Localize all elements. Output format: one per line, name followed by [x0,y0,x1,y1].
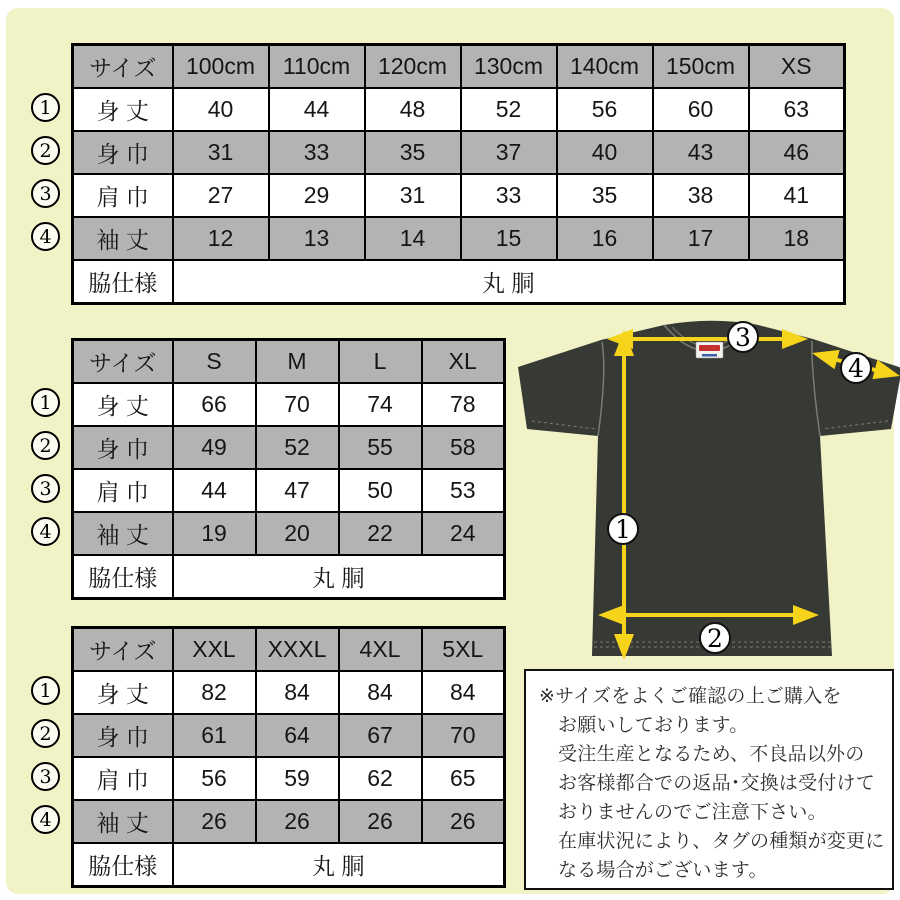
size-cell: 14 [365,217,461,260]
column-header: XXXL [256,628,339,672]
size-cell: 82 [173,671,256,714]
size-cell: 26 [173,800,256,843]
row-label: 肩 巾 [73,469,173,512]
size-cell: 27 [173,174,269,217]
size-cell: 62 [339,757,422,800]
column-header: 100cm [173,45,269,89]
size-cell: 61 [173,714,256,757]
size-cell: 84 [422,671,505,714]
tshirt-measurement-diagram [506,316,900,668]
size-cell: 33 [269,131,365,174]
size-cell: 52 [256,426,339,469]
size-cell: 84 [339,671,422,714]
notice-line: お客様都合での返品･交換は受付けて [558,773,875,794]
column-header: 150cm [653,45,749,89]
side-spec-value: 丸 胴 [173,843,505,887]
size-cell: 35 [365,131,461,174]
column-header: 5XL [422,628,505,672]
size-cell: 13 [269,217,365,260]
side-spec-value: 丸 胴 [173,260,845,304]
notice-line: ※サイズをよくご確認の上ご購入を [539,686,842,707]
size-cell: 19 [173,512,256,555]
row-label: 身 丈 [73,88,173,131]
notice-line: なる場合がございます。 [558,860,768,881]
svg-text:3: 3 [735,323,751,352]
size-cell: 16 [557,217,653,260]
circled-number-4: 4 [31,805,60,834]
size-cell: 65 [422,757,505,800]
size-cell: 35 [557,174,653,217]
size-table-big [39,626,506,888]
size-cell: 74 [339,383,422,426]
size-cell: 47 [256,469,339,512]
tshirt-diagram-svg [506,316,900,668]
row-label: 身 巾 [73,426,173,469]
size-table-adult [39,338,506,600]
size-cell: 53 [422,469,505,512]
column-header: 140cm [557,45,653,89]
size-cell: 18 [749,217,845,260]
size-cell: 58 [422,426,505,469]
circled-number-4: 4 [31,222,60,251]
size-cell: 12 [173,217,269,260]
size-cell: 24 [422,512,505,555]
size-cell: 84 [256,671,339,714]
size-cell: 70 [422,714,505,757]
size-header-cell: サイズ [73,45,173,89]
side-spec-label: 脇仕様 [73,843,173,887]
size-cell: 22 [339,512,422,555]
size-cell: 26 [339,800,422,843]
row-label: 身 丈 [73,383,173,426]
column-header: XL [422,340,505,384]
size-cell: 48 [365,88,461,131]
circled-number-3: 3 [31,179,60,208]
size-chart-background [6,8,894,894]
brand-tag [696,342,723,358]
column-header: XXL [173,628,256,672]
row-label: 身 巾 [73,131,173,174]
size-cell: 67 [339,714,422,757]
size-cell: 49 [173,426,256,469]
size-cell: 17 [653,217,749,260]
size-cell: 31 [173,131,269,174]
row-label: 袖 丈 [73,512,173,555]
size-cell: 64 [256,714,339,757]
size-cell: 44 [269,88,365,131]
circled-number-2: 2 [31,431,60,460]
size-cell: 52 [461,88,557,131]
column-header: 110cm [269,45,365,89]
size-cell: 46 [749,131,845,174]
size-cell: 29 [269,174,365,217]
size-table [71,626,506,888]
side-spec-label: 脇仕様 [73,260,173,304]
diagram-marker-1 [608,514,638,544]
row-label: 袖 丈 [73,217,173,260]
size-cell: 20 [256,512,339,555]
size-cell: 40 [557,131,653,174]
row-label: 肩 巾 [73,174,173,217]
size-cell: 56 [173,757,256,800]
diagram-marker-3 [728,322,758,352]
size-table [71,43,846,305]
size-cell: 44 [173,469,256,512]
side-spec-value: 丸 胴 [173,555,505,599]
size-cell: 41 [749,174,845,217]
column-header: 120cm [365,45,461,89]
diagram-marker-4 [841,353,871,383]
circled-number-4: 4 [31,517,60,546]
svg-text:2: 2 [707,624,723,653]
circled-number-3: 3 [31,762,60,791]
size-header-cell: サイズ [73,340,173,384]
row-label: 袖 丈 [73,800,173,843]
size-cell: 55 [339,426,422,469]
circled-number-1: 1 [31,93,60,122]
circled-number-2: 2 [31,719,60,748]
column-header: 130cm [461,45,557,89]
size-cell: 26 [256,800,339,843]
circled-number-1: 1 [31,676,60,705]
row-label: 肩 巾 [73,757,173,800]
notice-box [524,669,894,890]
size-cell: 66 [173,383,256,426]
size-cell: 40 [173,88,269,131]
size-cell: 15 [461,217,557,260]
column-header: XS [749,45,845,89]
circled-number-3: 3 [31,474,60,503]
row-label: 身 巾 [73,714,173,757]
size-cell: 63 [749,88,845,131]
circled-number-2: 2 [31,136,60,165]
size-cell: 70 [256,383,339,426]
size-cell: 31 [365,174,461,217]
side-spec-label: 脇仕様 [73,555,173,599]
size-header-cell: サイズ [73,628,173,672]
size-cell: 33 [461,174,557,217]
circled-number-1: 1 [31,388,60,417]
size-cell: 26 [422,800,505,843]
column-header: L [339,340,422,384]
size-table [71,338,506,600]
size-cell: 56 [557,88,653,131]
notice-line: 在庫状況により、タグの種類が変更に [558,831,885,852]
size-cell: 50 [339,469,422,512]
size-cell: 38 [653,174,749,217]
column-header: M [256,340,339,384]
svg-text:1: 1 [615,515,631,544]
column-header: 4XL [339,628,422,672]
size-table-kids [39,43,846,305]
column-header: S [173,340,256,384]
size-cell: 59 [256,757,339,800]
diagram-marker-2 [700,623,730,653]
size-cell: 43 [653,131,749,174]
svg-text:4: 4 [848,354,864,383]
notice-line: 受注生産となるため、不良品以外の [558,744,865,765]
notice-line: おりませんのでご注意下さい。 [558,802,827,823]
size-cell: 60 [653,88,749,131]
notice-line: お願いしております。 [558,715,749,736]
row-label: 身 丈 [73,671,173,714]
size-cell: 78 [422,383,505,426]
size-cell: 37 [461,131,557,174]
